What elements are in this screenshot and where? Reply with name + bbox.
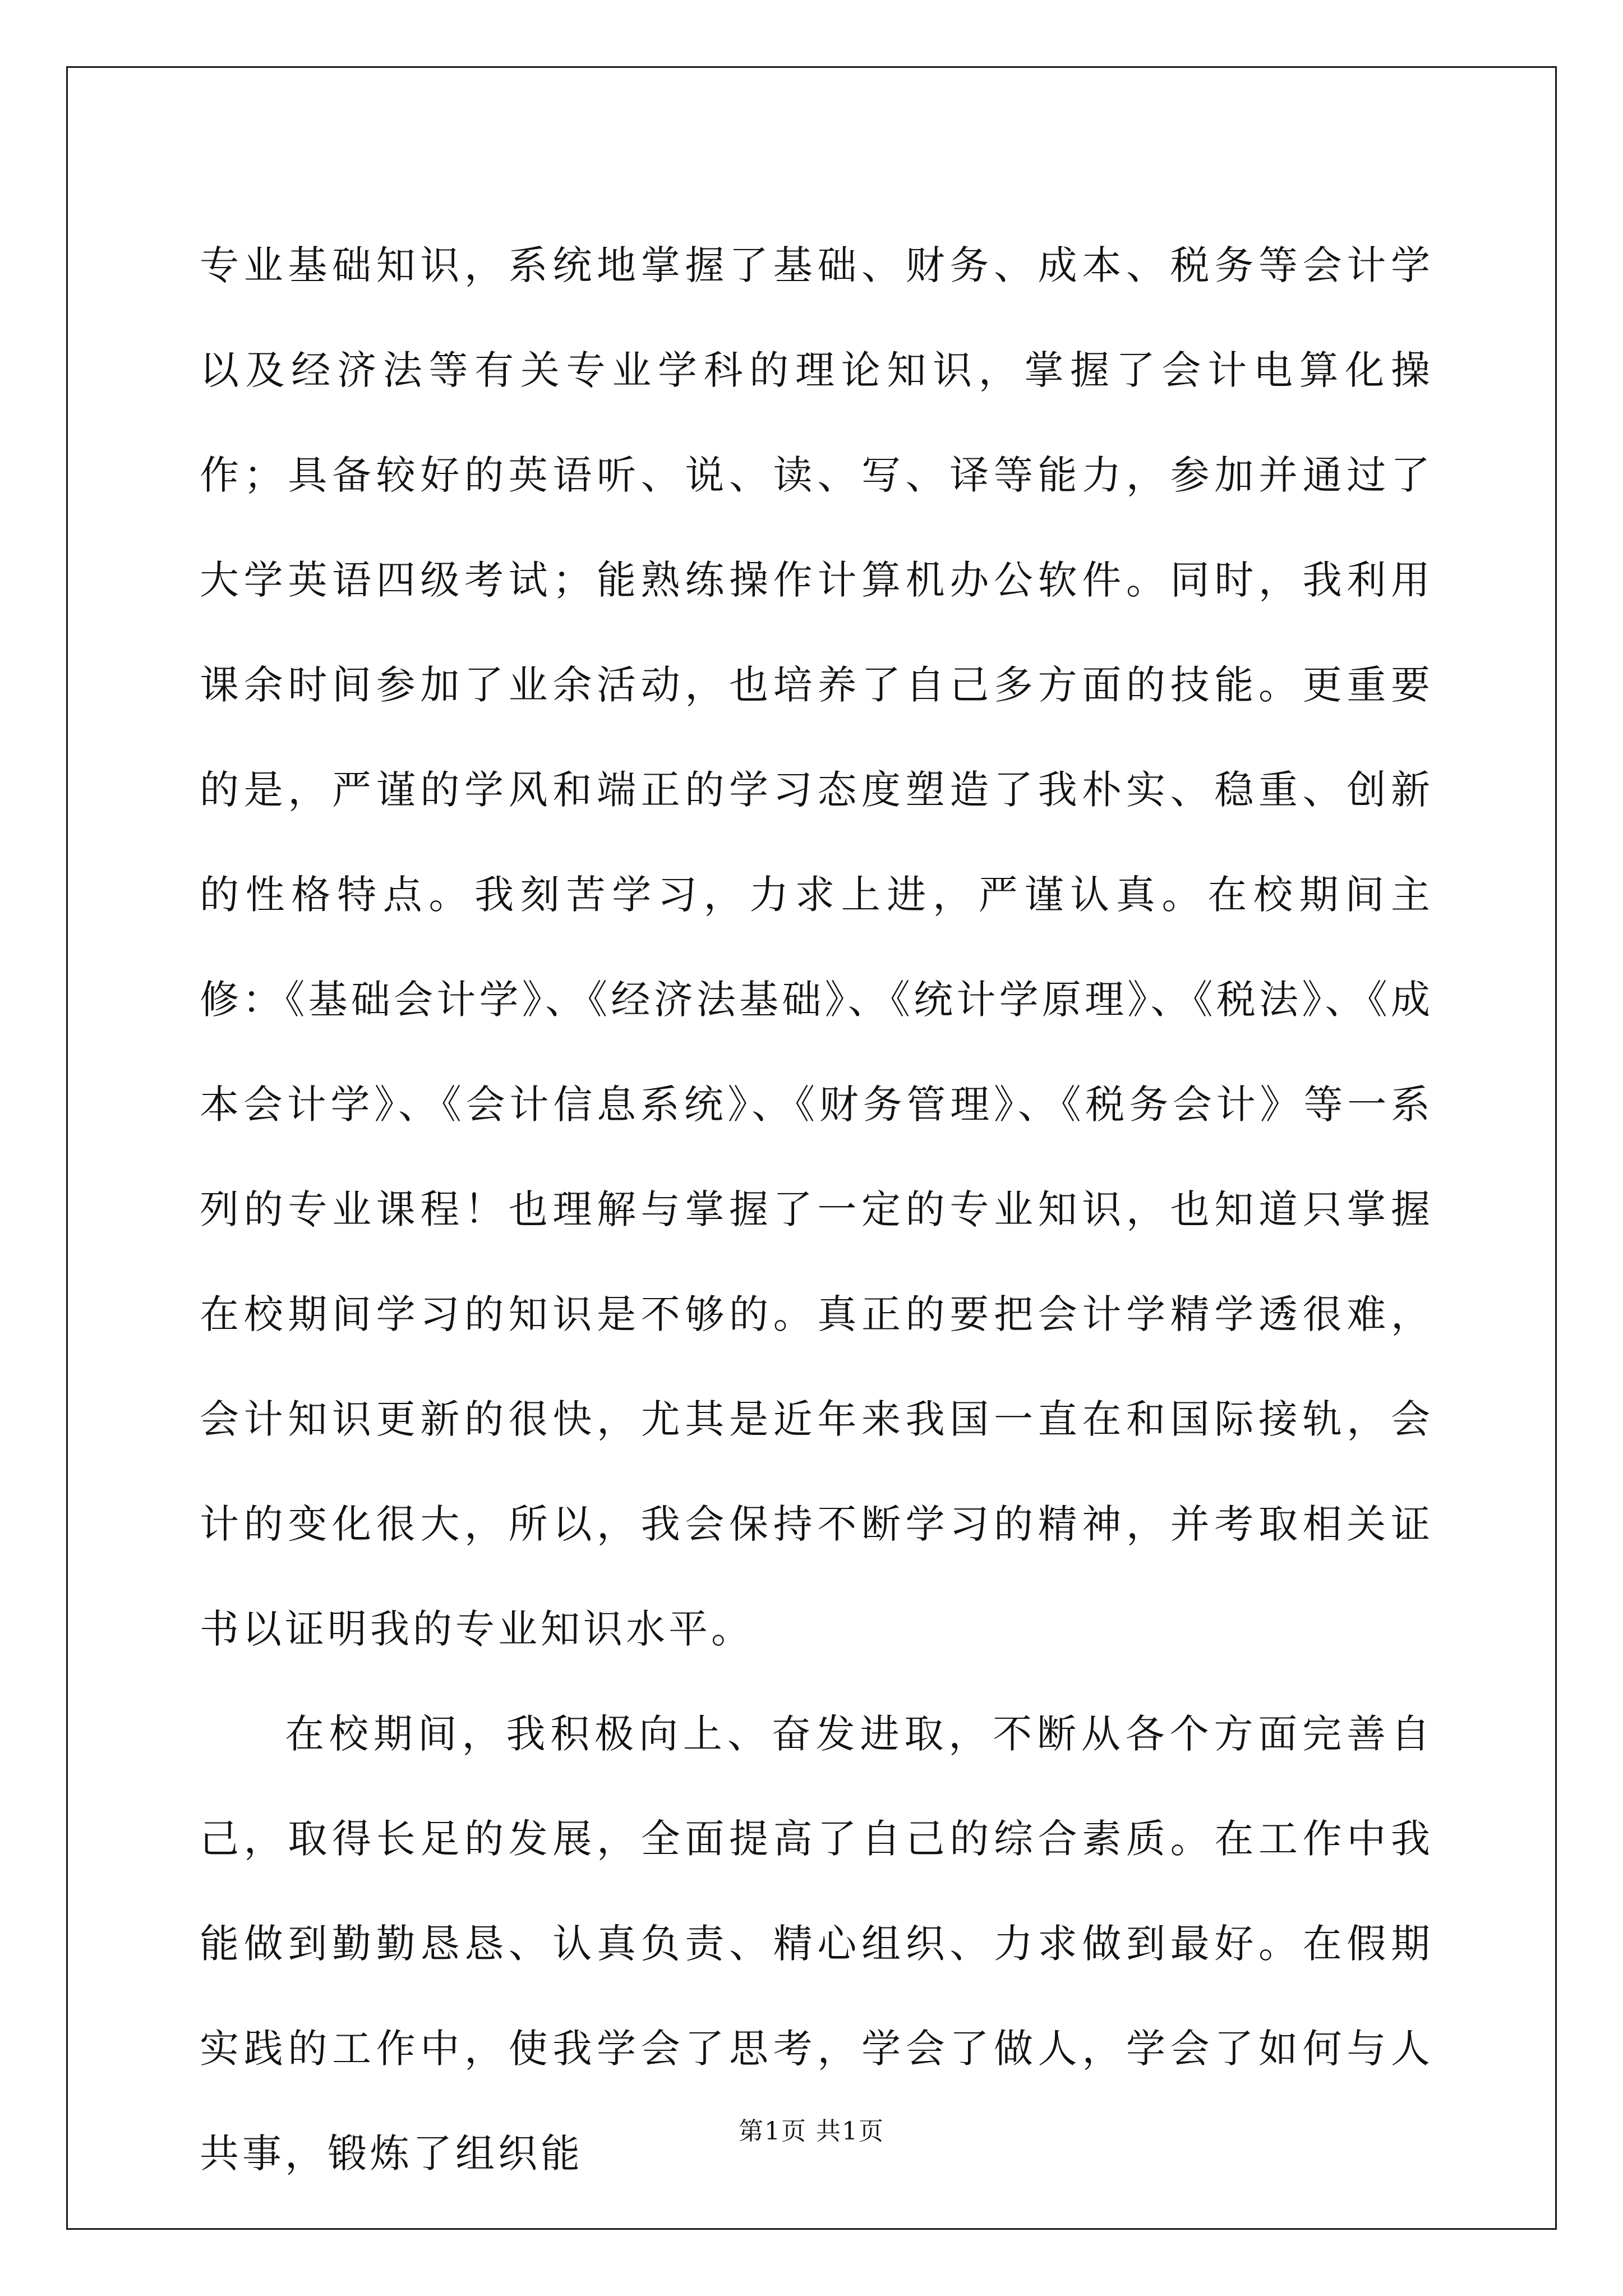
paragraph-2: 在校期间，我积极向上、奋发进取，不断从各个方面完善自己，取得长足的发展，全面提高了自己的综合素质。在工作中我能做到勤勤恳恳、认真负责、精心组织、力求做到最好。在假期实践的工作中，使我学会了思考，学会了做人，学会了如何与人共事，锻炼了组织能 [200, 1711, 1433, 2177]
document-body [200, 213, 1433, 2206]
page-number: 第1页 共1页 [739, 2117, 884, 2146]
paragraph-1: 专业基础知识，系统地掌握了基础、财务、成本、税务等会计学以及经济法等有关专业学科的理论知识，掌握了会计电算化操作；具备较好的英语听、说、读、写、译等能力，参加并通过了大学英语四级考试；能熟练操作计算机办公软件。同时，我利用课余时间参加了业余活动，也培养了自己多方面的技能。更重要的是，严谨的学风和端正的学习态度塑造了我朴实、稳重、创新的性格特点。我刻苦学习，力求上进，严谨认真。在校期间主修：《基础会计学》、《经济法基础》、《统计学原理》、《税法》、《成本会计学》、《会计信息系统》、《财务管理》、《税务会计》等一系列的专业课程！也理解与掌握了一定的专业知识，也知道只掌握在校期间学习的知识是不够的。真正的要把会计学精学透很难，会计知识更新的很快，尤其是近年来我国一直在和国际接轨，会计的变化很大，所以，我会保持不断学习的精神，并考取相关证书以证明我的专业知识水平。 [200, 242, 1433, 1652]
page-footer [0, 2115, 1623, 2148]
